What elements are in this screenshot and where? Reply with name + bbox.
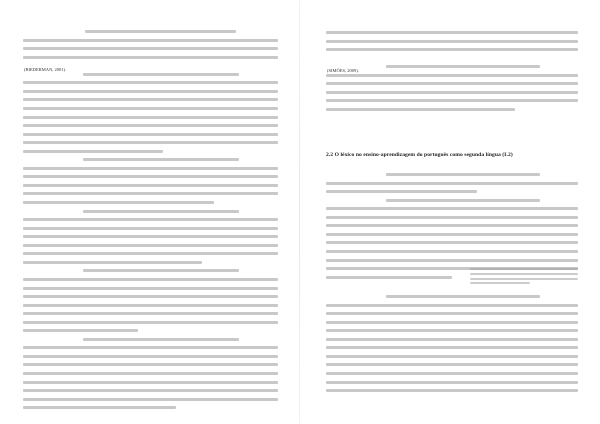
- text-line: [23, 218, 278, 221]
- text-line: [23, 312, 278, 315]
- text-line: [23, 175, 278, 178]
- section-heading: 2.2 O léxico no ensino-aprendizagem do português como segunda língua (L2): [326, 152, 513, 158]
- text-line: [23, 192, 278, 195]
- text-line: [23, 47, 278, 50]
- text-line: [23, 124, 278, 127]
- text-line: [83, 338, 239, 341]
- text-line: [23, 227, 278, 230]
- text-line: [23, 287, 278, 290]
- text-line: [23, 372, 278, 375]
- text-line: [23, 201, 214, 204]
- text-line: [23, 381, 278, 384]
- block-quote: [300, 0, 600, 424]
- text-line: [83, 73, 239, 76]
- text-line: [23, 133, 278, 136]
- text-line: [83, 158, 239, 161]
- text-line: [23, 295, 278, 298]
- text-line: [83, 269, 239, 272]
- text-line: [23, 81, 278, 84]
- text-line: [23, 406, 176, 409]
- text-line: [23, 389, 278, 392]
- quote-line: [470, 273, 578, 275]
- text-line: [23, 244, 278, 247]
- simoes-citation: (SIMÕES, 2009).: [327, 68, 359, 73]
- text-line: [23, 321, 278, 324]
- text-line: [85, 30, 236, 33]
- text-line: [23, 150, 163, 153]
- text-line: [23, 184, 278, 187]
- quote-line: [470, 268, 578, 270]
- text-line: [23, 278, 278, 281]
- text-line: [23, 346, 278, 349]
- text-line: [23, 261, 202, 264]
- text-line: [23, 56, 278, 59]
- text-line: [83, 210, 239, 213]
- text-line: [23, 363, 278, 366]
- text-line: [23, 398, 278, 401]
- text-line: [23, 304, 278, 307]
- text-line: [23, 90, 278, 93]
- text-line: [23, 141, 278, 144]
- text-line: [23, 98, 278, 101]
- text-line: [23, 167, 278, 170]
- text-line: [23, 355, 278, 358]
- text-line: [23, 39, 278, 42]
- text-line: [23, 107, 278, 110]
- right-page: [300, 0, 600, 424]
- text-line: [23, 116, 278, 119]
- text-line: [23, 235, 278, 238]
- text-line: [23, 329, 138, 332]
- quote-line: [470, 278, 578, 280]
- quote-line: [470, 282, 530, 284]
- biederman-citation: (BIEDERMAN, 2001).: [24, 67, 67, 72]
- text-line: [23, 252, 278, 255]
